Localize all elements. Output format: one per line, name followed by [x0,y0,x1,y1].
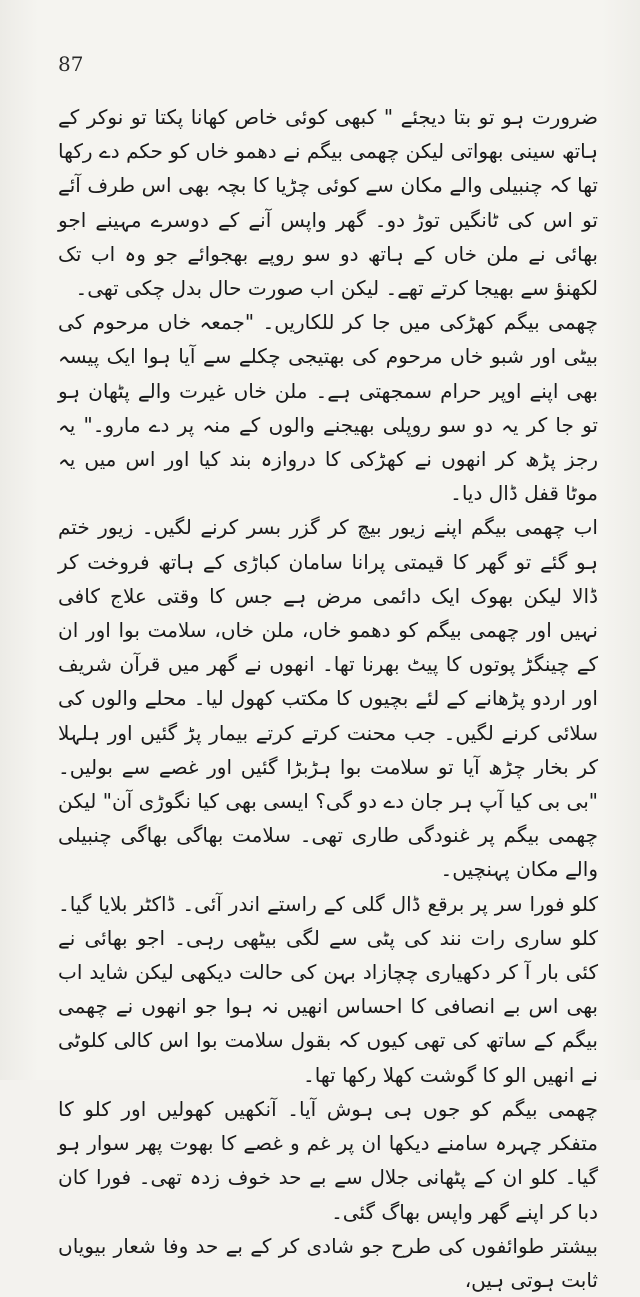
page-number: 87 [58,52,84,76]
paragraph: چھمی بیگم کو جوں ہی ہوش آیا۔ آنکھیں کھولیں اور کلو کا متفکر چہرہ سامنے دیکھا ان پر غم و غصے کا بھوت پھر سوار ہو گیا۔ کلو ان کے پٹھانی جلال سے بے حد خوف زدہ تھی۔ فورا کان دبا کر اپنے گھر واپس بھاگ گئی۔ [58,1096,598,1224]
paragraph: ضرورت ہو تو بتا دیجئے " کبھی کوئی خاص کھانا پکتا تو نوکر کے ہاتھ سینی بھواتی لیکن چھمی بیگم نے دھمو خاں کو حکم دے رکھا تھا کہ چنبیلی والے مکان سے کوئی چڑیا کا بچہ بھی اس طرف آئے تو اس کی ٹانگیں توڑ دو۔ گھر واپس آنے کے دوسرے مہینے اجو بھائی نے ملن خاں کے ہاتھ دو سو روپے بھجوائے جو وہ اب تک لکھنؤ سے بھیجا کرتے تھے۔ لیکن اب صورت حال بدل چکی تھی۔ [58,105,598,301]
paragraph: بیشتر طوائفوں کی طرح جو شادی کر کے بے حد وفا شعار بیویاں ثابت ہوتی ہیں، [58,1233,598,1292]
page-body-text [58,100,598,1297]
paragraph: چھمی بیگم کھڑکی میں جا کر للکاریں۔ "جمعہ خاں مرحوم کی بیٹی اور شبو خاں مرحوم کی بھتیجی چکلے سے آیا ہوا ایک پیسہ بھی اپنے اوپر حرام سمجھتی ہے۔ ملن خاں غیرت والے پٹھان ہو تو جا کر یہ دو سو روپلی بھیجنے والوں کے منہ پر دے مارو۔" یہ رجز پڑھ کر انھوں نے کھڑکی کا دروازہ بند کیا اور اس میں یہ موٹا قفل ڈال دیا۔ [58,310,598,506]
paragraph: کلو فورا سر پر برقع ڈال گلی کے راستے اندر آئی۔ ڈاکٹر بلایا گیا۔ کلو ساری رات نند کی پٹی سے لگی بیٹھی رہی۔ اجو بھائی نے کئی بار آ کر دکھیاری چچازاد بہن کی حالت دیکھی لیکن شاید اب بھی اس بے انصافی کا احساس انھیں نہ ہوا جو انھوں نے چھمی بیگم کے ساتھ کی تھی کیوں کہ بقول سلامت بوا اس کالی کلوٹی نے انھیں الو کا گوشت کھلا رکھا تھا۔ [58,891,598,1087]
paragraph: اب چھمی بیگم اپنے زیور بیچ کر گزر بسر کرنے لگیں۔ زیور ختم ہو گئے تو گھر کا قیمتی پرانا سامان کباڑی کے ہاتھ فروخت کر ڈالا لیکن بھوک ایک دائمی مرض ہے جس کا وقتی علاج کافی نہیں اور چھمی بیگم کو دھمو خاں، ملن خاں، سلامت بوا اور ان کے چینگڑ پوتوں کا پیٹ بھرنا تھا۔ انھوں نے گھر میں قرآن شریف اور اردو پڑھانے کے لئے بچیوں کا مکتب کھول لیا۔ محلے والوں کی سلائی کرنے لگیں۔ جب محنت کرتے کرتے بیمار پڑ گئیں اور ہلہلا کر بخار چڑھ آیا تو سلامت بوا ہڑبڑا گئیں اور غصے سے بولیں۔ "بی بی کیا آپ ہر جان دے دو گی؟ ایسی بھی کیا نگوڑی آن" لیکن چھمی بیگم پر غنودگی طاری تھی۔ سلامت بھاگی بھاگی چنبیلی والے مکان پہنچیں۔ [58,515,598,882]
